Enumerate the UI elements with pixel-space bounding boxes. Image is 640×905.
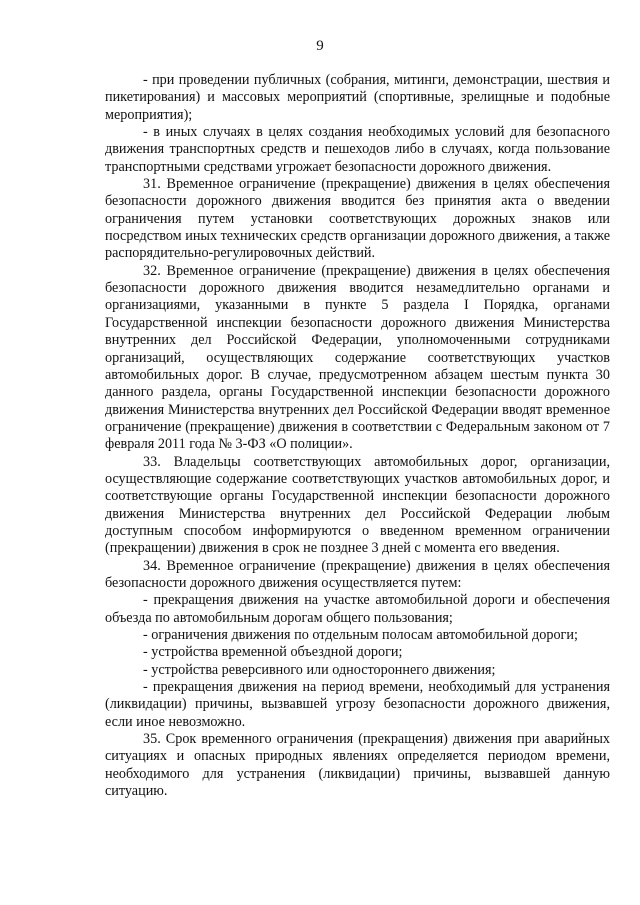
paragraph-bullet-lane-restriction: - ограничения движения по отдельным полосам автомобильной дороги; bbox=[143, 627, 578, 643]
paragraph-bullet-other-cases: - в иных случаях в целях создания необходимых условий для безопасного движения транспортных средств и пешеходов либо в случаях, когда пользование транспортными средствами угрожает безопасности дорожного движения. bbox=[105, 124, 610, 175]
paragraph-bullet-public-events: - при проведении публичных (собрания, митинги, демонстрации, шествия и пикетирования) и массовых мероприятий (спортивные, зрелищные и подобные мероприятия); bbox=[105, 72, 610, 123]
paragraph-31: 31. Временное ограничение (прекращение) движения в целях обеспечения безопасности дорожного движения вводится без принятия акта о введении ограничения путем установки соответствующих дорожных знаков или посредством иных технических средств организации дорожного движения, а также распорядительно-регулировочных действий. bbox=[105, 176, 610, 262]
page-number: 9 bbox=[316, 38, 324, 54]
paragraph-34: 34. Временное ограничение (прекращение) движения в целях обеспечения безопасности дорожного движения осуществляется путем: bbox=[105, 557, 610, 591]
paragraph-bullet-detour-road: - устройства временной объездной дороги; bbox=[143, 644, 403, 661]
paragraph-35: 35. Срок временного ограничения (прекращения) движения при аварийных ситуациях и опасных природных явлениях определяется периодом времени, необходимого для устранения (ликвидации) причины, вызвавшей данную ситуацию. bbox=[105, 731, 610, 800]
paragraph-33: 33. Владельцы соответствующих автомобильных дорог, организации, осуществляющие содержание соответствующих участков автомобильных дорог, и соответствующие органы Государственной инспекции безопасности дорожного движения Министерства внутренних дел Российской Федерации любым доступным способом информируются о введенном временном ограничении (прекращении) движения в срок не позднее 3 дней с момента его введения. bbox=[105, 453, 610, 557]
paragraph-bullet-stop-traffic: - прекращения движения на участке автомобильной дороги и обеспечения объезда по автомобильным дорогам общего пользования; bbox=[105, 592, 610, 626]
paragraph-bullet-temporary-stop: - прекращения движения на период времени, необходимый для устранения (ликвидации) причины, вызвавшей угрозу безопасности дорожного движения, если иное невозможно. bbox=[105, 679, 610, 730]
document-body bbox=[105, 72, 610, 800]
paragraph-32: 32. Временное ограничение (прекращение) движения в целях обеспечения безопасности дорожного движения вводится незамедлительно органами и организациями, указанными в пункте 5 раздела I Порядка, органами Государственной инспекции безопасности дорожного движения Министерства внутренних дел Российской Федерации, уполномоченными сотрудниками организаций, осуществляющих содержание соответствующих участков автомобильных дорог. В случае, предусмотренном абзацем шестым пункта 30 данного раздела, органы Государственной инспекции безопасности дорожного движения Министерства внутренних дел Российской Федерации вводят временное ограничение (прекращение) движения в соответствии с Федеральным законом от 7 февраля 2011 года № 3-ФЗ «О полиции». bbox=[105, 262, 610, 453]
paragraph-bullet-reversible-traffic: - устройства реверсивного или одностороннего движения; bbox=[143, 661, 496, 678]
